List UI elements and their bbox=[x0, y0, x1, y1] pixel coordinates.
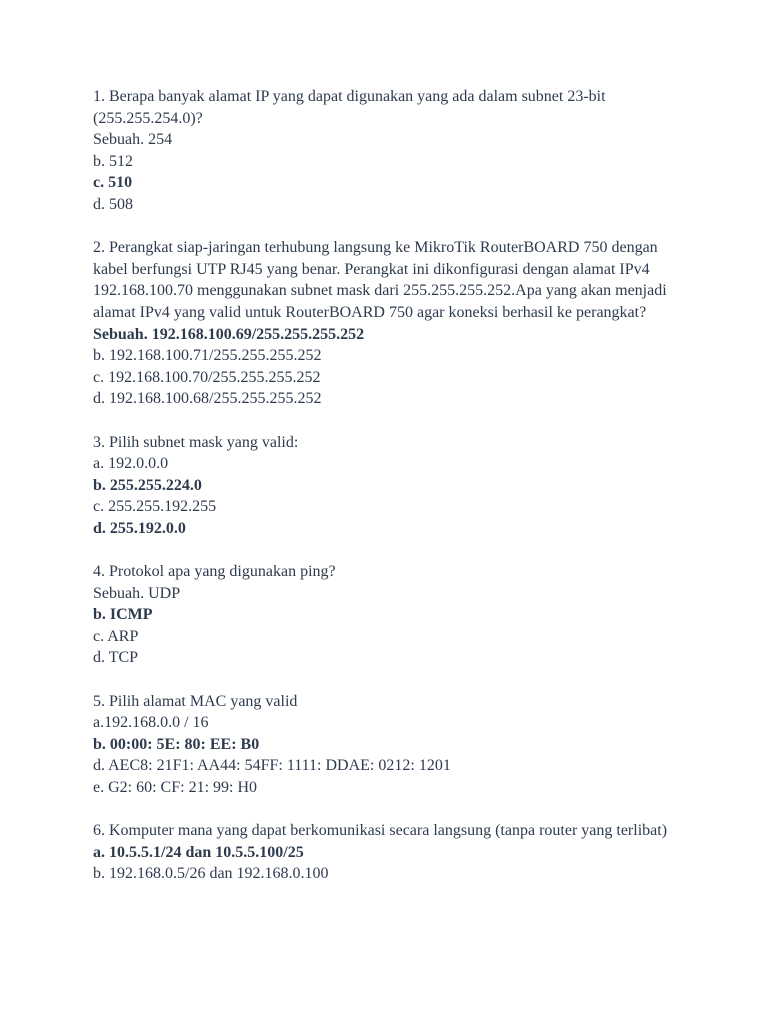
answer-option-correct: Sebuah. 192.168.100.69/255.255.255.252 bbox=[93, 325, 365, 343]
question-6 bbox=[93, 820, 683, 885]
answer-option-correct: b. 255.255.224.0 bbox=[93, 476, 202, 494]
question-4 bbox=[93, 561, 683, 669]
answer-option: d. 508 bbox=[93, 195, 133, 213]
answer-option: e. G2: 60: CF: 21: 99: H0 bbox=[93, 779, 258, 796]
question-prompt: 4. Protokol apa yang digunakan ping? bbox=[93, 563, 336, 581]
question-prompt: 3. Pilih subnet mask yang valid: bbox=[93, 433, 299, 451]
answer-option: d. 192.168.100.68/255.255.255.252 bbox=[93, 390, 322, 408]
question-prompt: 2. Perangkat siap-jaringan terhubung langsung ke MikroTik RouterBOARD 750 dengan kabel berfungsi UTP RJ45 yang benar. Perangkat ini dikonfigurasi dengan alamat IPv4 192.168.100.70 menggunakan subnet mask dari 255.255.255.252.Apa yang akan menjadi alamat IPv4 yang valid untuk RouterBOARD 750 agar koneksi berhasil ke perangkat? bbox=[93, 239, 667, 321]
answer-option: b. 192.168.100.71/255.255.255.252 bbox=[93, 347, 322, 365]
question-3 bbox=[93, 432, 683, 540]
answer-option: a.192.168.0.0 / 16 bbox=[93, 714, 209, 732]
answer-option: b. 192.168.0.5/26 dan 192.168.0.100 bbox=[93, 865, 329, 883]
answer-option-correct: c. 510 bbox=[93, 174, 133, 192]
answer-option: c. 192.168.100.70/255.255.255.252 bbox=[93, 368, 321, 386]
answer-option: a. 192.0.0.0 bbox=[93, 455, 169, 473]
answer-option: d. AEC8: 21F1: AA44: 54FF: 1111: DDAE: 0212: 1201 bbox=[93, 757, 451, 775]
answer-option-correct: d. 255.192.0.0 bbox=[93, 519, 186, 537]
question-1 bbox=[93, 86, 683, 216]
answer-option: c. 255.255.192.255 bbox=[93, 498, 217, 516]
document-page bbox=[93, 86, 683, 907]
question-prompt: 1. Berapa banyak alamat IP yang dapat digunakan yang ada dalam subnet 23-bit (255.255.254.0)? bbox=[93, 88, 606, 127]
answer-option: d. TCP bbox=[93, 649, 139, 667]
answer-option: b. 512 bbox=[93, 152, 133, 170]
answer-option-correct: b. ICMP bbox=[93, 606, 153, 624]
answer-option: Sebuah. 254 bbox=[93, 131, 173, 149]
question-5 bbox=[93, 691, 683, 799]
answer-option-correct: b. 00:00: 5E: 80: EE: B0 bbox=[93, 735, 260, 753]
question-prompt: 6. Komputer mana yang dapat berkomunikasi secara langsung (tanpa router yang terlibat) bbox=[93, 822, 668, 840]
answer-option: Sebuah. UDP bbox=[93, 584, 181, 602]
answer-option-correct: a. 10.5.5.1/24 dan 10.5.5.100/25 bbox=[93, 843, 304, 861]
question-prompt: 5. Pilih alamat MAC yang valid bbox=[93, 692, 298, 710]
question-2 bbox=[93, 237, 683, 410]
answer-option: c. ARP bbox=[93, 627, 139, 645]
